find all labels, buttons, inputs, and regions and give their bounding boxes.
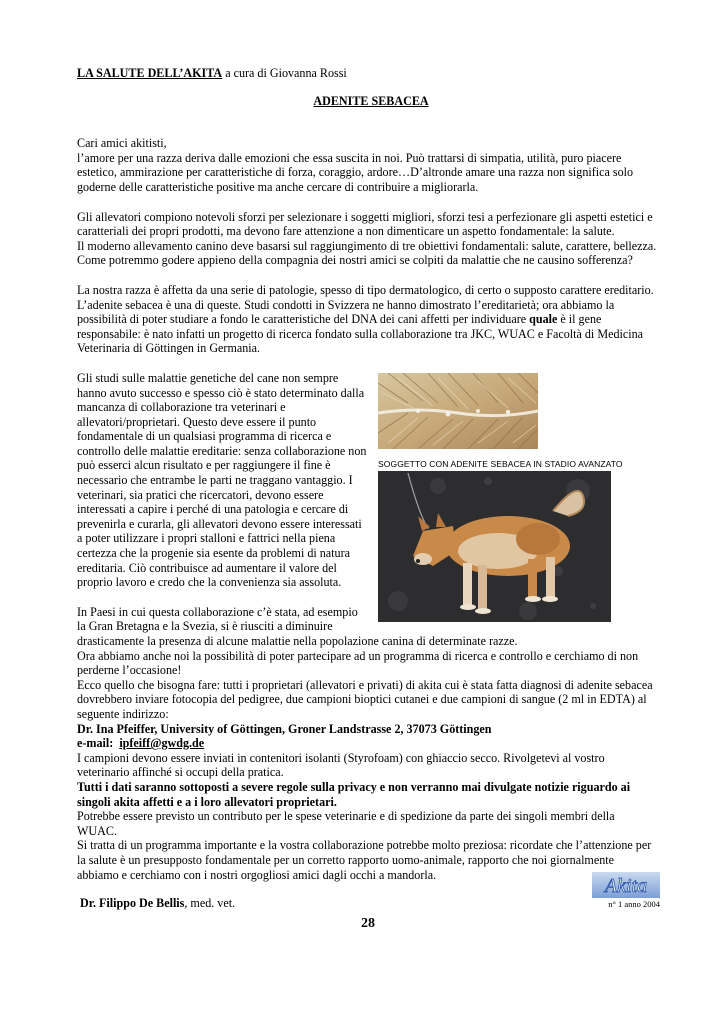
paragraph-countries-start: In Paesi in cui questa collaborazione c’è stata, ad esempio la Gran Bretagna e la Svezia, si è riusciti a diminuire <box>77 604 358 634</box>
paragraph-privacy <box>77 780 657 809</box>
author-title: , med. vet. <box>184 896 236 911</box>
article <box>77 66 660 920</box>
privacy-text: Tutti i dati saranno sottoposti a severe regole sulla privacy e non verranno mai divulgate notizie riguardo ai singoli akita affetti e a i loro allevatori proprietari. <box>77 779 631 809</box>
text-span: La nostra razza è affetta da una serie di patologie, spesso di tipo dermatologico, di certo o supposto carattere ereditario. L’adenite sebacea è una di queste. Studi condotti in Svizzera ne hanno dimostrato l’ereditarietà; ora abbiamo la possibilità di poter studiare a fondo le caratteristiche del DNA dei cani affetti per individuare <box>77 282 654 327</box>
paragraph-instructions: Ecco quello che bisogna fare: tutti i proprietari (allevatori e privati) di akita cui è stata fatta diagnosi di adenite sebacea dovrebbero inviare fotocopia del pedigree, due campioni bioptici cutanei e due campioni di sangue (2 ml in EDTA) al seguente indirizzo: <box>77 677 653 721</box>
dog-photo <box>378 471 611 622</box>
figure <box>378 373 663 625</box>
skin-closeup-photo <box>378 373 538 449</box>
author-name: Dr. Filippo De Bellis <box>80 896 185 911</box>
text-span: è il gene responsabile: è nato infatti un progetto di ricerca fondato sulla collaborazione tra JKC, WUAC e Facoltà di Medicina Veterinaria di Göttingen in Germania. <box>77 312 643 356</box>
article-header <box>77 66 657 81</box>
email-link[interactable]: ipfeiff@gwdg.de <box>119 736 205 751</box>
magazine-logo-box <box>586 872 660 909</box>
byline: a cura di Giovanna Rossi <box>222 66 347 80</box>
bold-word: quale <box>529 312 558 327</box>
issue-label: n° 1 anno 2004 <box>608 899 660 910</box>
address-text: Dr. Ina Pfeiffer, University of Göttingen, Groner Landstrasse 2, 37073 Göttingen <box>77 721 492 736</box>
paragraph-breeders: Gli allevatori compiono notevoli sforzi per selezionare i soggetti migliori, sforzi tesi a perfezionare gli aspetti estetici e caratteriali dei propri prodotti, ma devono fare attenzione a non dimenticare un aspetto fondamentale: la salute. <box>77 209 653 239</box>
paragraph-intro: l’amore per una razza deriva dalle emozioni che essa suscita in noi. Può trattarsi di simpatia, utilità, puro piacere estetico, ammirazione per caratteristiche di forza, coraggio, ardore…D’altronde amare una razza non significa solo goderne delle caratteristiche positive ma anche cercare di contribuire a migliorarla. <box>77 150 634 194</box>
article-subtitle: ADENITE SEBACEA <box>313 93 429 108</box>
paragraph-shipping: I campioni devono essere inviati in contenitori isolanti (Styrofoam) con ghiaccio secco. Rivolgetevi al vostro veterinario affinché si occupi della pratica. <box>77 750 605 780</box>
email-line <box>77 736 657 751</box>
paragraph-collaboration: Gli studi sulle malattie genetiche del cane non sempre hanno avuto successo e spesso ciò è stato determinato dalla mancanza di collaborazione tra veterinari e allevatori/proprietari. Questo deve essere il punto fondamentale di un qualsiasi programma di ricerca e controllo delle malattie ereditarie: senza collaborazione non può esserci alcun risultato e per raggiungere il fine è necessario che entrambe le parti ne traggano vantaggio. I veterinari, sia pratici che ricercatori, devono essere interessati a capire i perché di una patologia e cercare di prevenirla e curarla, gli allevatori devono essere interessati a poter utilizzare i propri stalloni e fattrici nella piena certezza che la progenie sia esente da problemi di natura ereditaria. Ciò contribuisce ad aumentare il valore del proprio lavoro e credo che la convenienza sia assoluta. <box>77 370 367 590</box>
signature <box>80 896 235 911</box>
figure-caption: SOGGETTO CON ADENITE SEBACEA IN STADIO AVANZATO <box>378 458 623 469</box>
paragraph-opportunity: Ora abbiamo anche noi la possibilità di poter partecipare ad un programma di ricerca e controllo e cerchiamo di non perderne l’occasione! <box>77 648 639 678</box>
paragraph-countries-rest: drasticamente la presenza di alcune malattie nella popolazione canina di determinate razze. <box>77 634 518 648</box>
email-label: e-mail: <box>77 736 114 751</box>
column-title: LA SALUTE DELL’AKITA <box>77 66 223 80</box>
paragraph-objectives: Il moderno allevamento canino deve basarsi sul raggiungimento di tre obiettivi fondamentali: salute, carattere, bellezza. Come potremmo godere appieno della compagnia dei nostri amici se colpiti da malattie che ne causino sofferenza? <box>77 238 657 268</box>
left-column <box>77 371 367 634</box>
paragraph-contribution: Potrebbe essere previsto un contributo per le spese veterinarie e di spedizione da parte dei singoli membri della WUAC. <box>77 809 615 838</box>
text-figure-section <box>77 371 657 634</box>
paragraph-pathologies <box>77 283 657 356</box>
logo-text: Akita <box>604 875 648 898</box>
paragraph-closing: Si tratta di un programma importante e la vostra collaborazione potrebbe molto preziosa: ricordate che l’attenzione per la salute è un presupposto fondamentale per un corretto rapporto uomo-animale, rapporto che noi giornalmente abbiamo e cerchiamo con i nostri orgogliosi amici dagli occhi a mandorla. <box>77 838 652 882</box>
greeting: Cari amici akitisti, <box>77 136 167 151</box>
address <box>77 722 657 737</box>
akita-logo <box>592 872 660 898</box>
page-number: 28 <box>361 916 375 931</box>
